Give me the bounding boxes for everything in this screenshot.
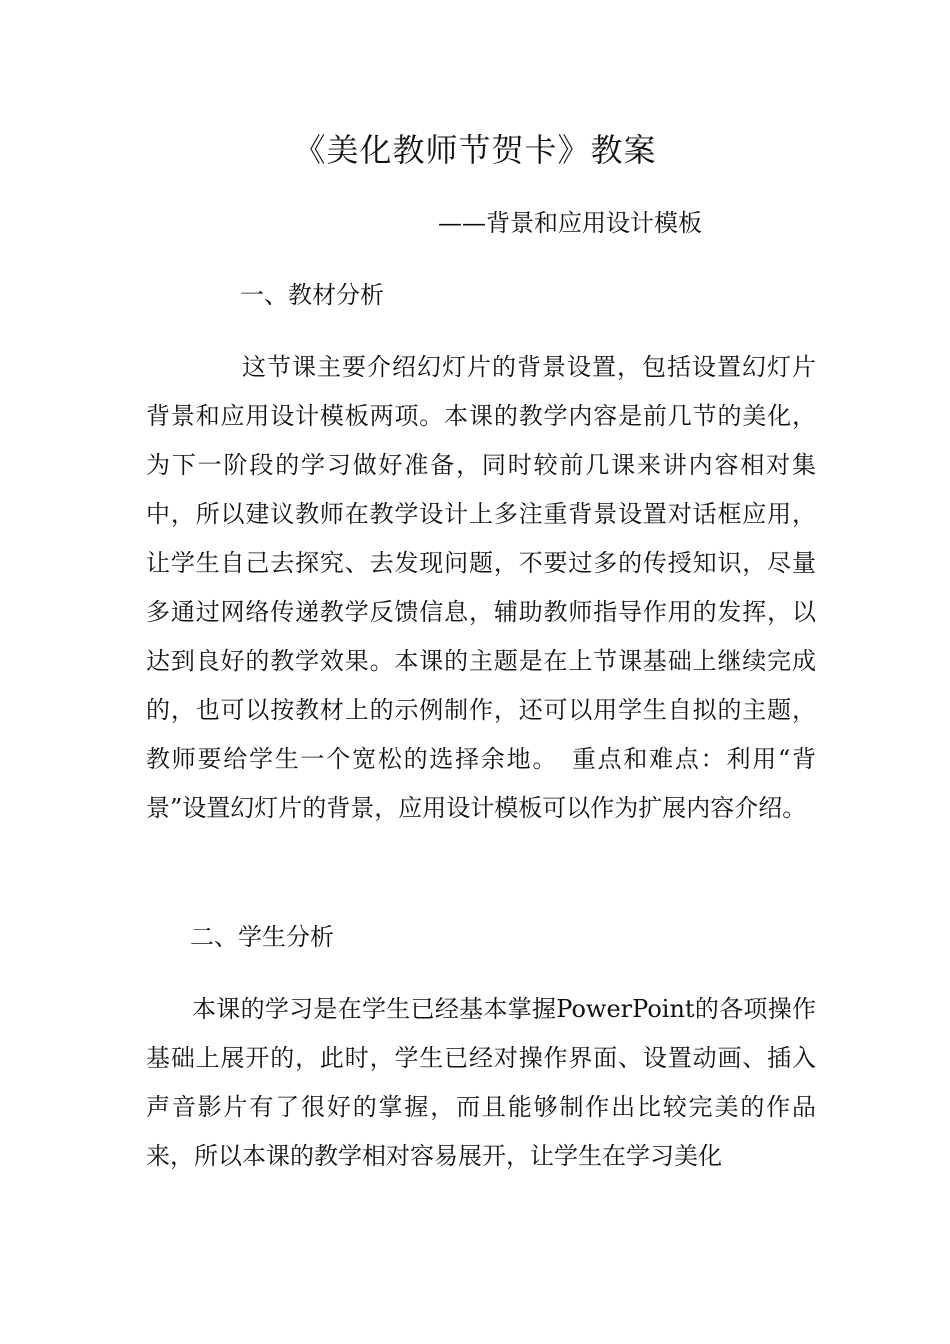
- section-heading-student-analysis: 二、学生分析: [190, 923, 334, 951]
- section-heading-textbook-analysis: 一、教材分析: [240, 281, 384, 309]
- section-paragraph-student-analysis: 本课的学习是在学生已经基本掌握PowerPoint的各项操作基础上展开的，此时，学生已经对操作界面、设置动画、插入声音影片有了很好的掌握，而且能够制作出比较完美的作品来，所以本课的教学相对容易展开，让学生在学习美化: [146, 995, 816, 1170]
- section-paragraph-textbook-analysis: 这节课主要介绍幻灯片的背景设置，包括设置幻灯片背景和应用设计模板两项。本课的教学内容是前几节的美化，为下一阶段的学习做好准备，同时较前几课来讲内容相对集中，所以建议教师在教学设计上多注重背景设置对话框应用，让学生自己去探究、去发现问题，不要过多的传授知识，尽量多通过网络传递教学反馈信息，辅助教师指导作用的发挥，以达到良好的教学效果。本课的主题是在上节课基础上继续完成的，也可以按教材上的示例制作，还可以用学生自拟的主题，教师要给学生一个宽松的选择余地。 重点和难点：利用“背景”设置幻灯片的背景，应用设计模板可以作为扩展内容介绍。: [146, 353, 816, 822]
- document-subtitle: ——背景和应用设计模板: [438, 209, 702, 237]
- document-title: 《美化教师节贺卡》教案: [293, 131, 657, 169]
